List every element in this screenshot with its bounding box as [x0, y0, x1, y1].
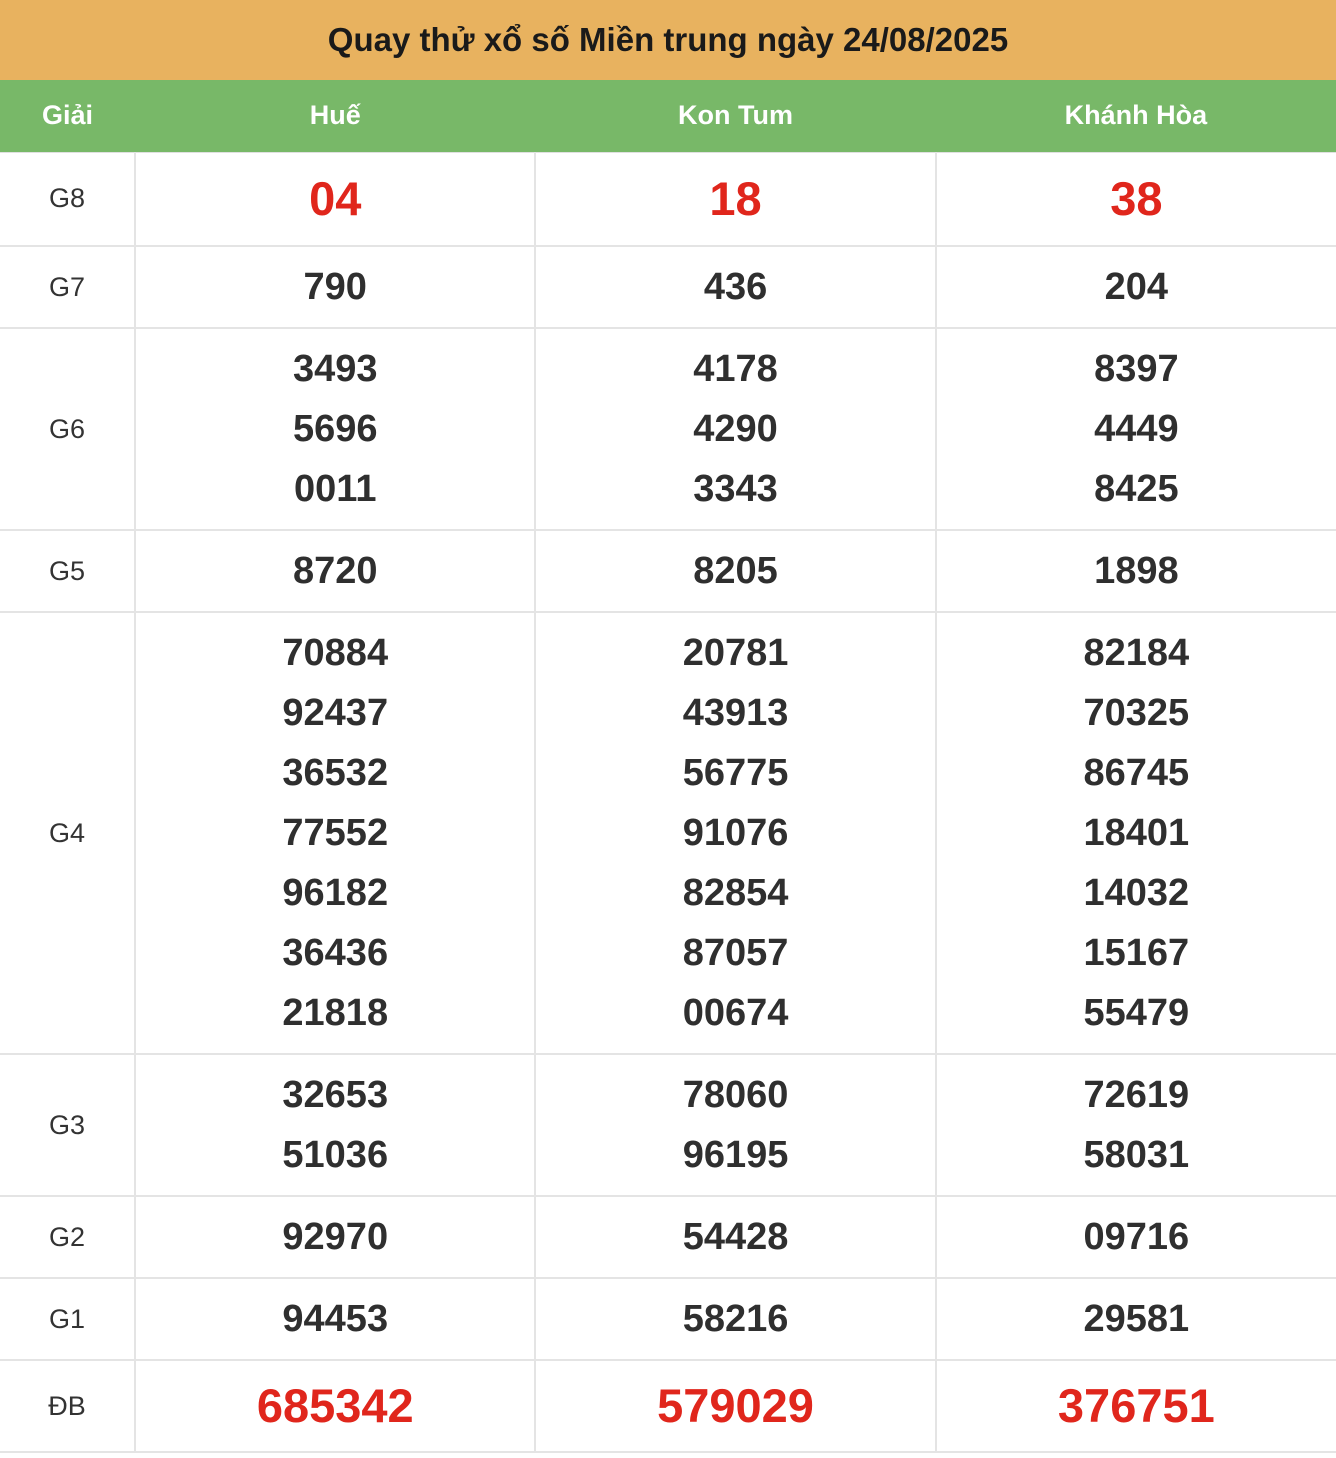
result-number: 38: [1110, 171, 1163, 225]
result-number: 18: [709, 171, 762, 225]
prize-label: G5: [0, 530, 135, 612]
result-number: 82854: [682, 872, 789, 914]
page-title: Quay thử xổ số Miền trung ngày 24/08/2025: [0, 0, 1336, 80]
result-number: 0011: [294, 468, 377, 510]
table-row-g3: [0, 1054, 1336, 1196]
result-number: 32653: [282, 1074, 389, 1116]
prize-label: G1: [0, 1278, 135, 1360]
result-cell: [135, 328, 535, 530]
table-row-g7: [0, 246, 1336, 328]
result-number: 72619: [1083, 1074, 1190, 1116]
table-row-g6: [0, 328, 1336, 530]
table-row-g2: [0, 1196, 1336, 1278]
result-cell: [936, 328, 1336, 530]
result-number: 790: [303, 266, 367, 308]
result-number: 96182: [282, 872, 389, 914]
result-number: 43913: [682, 692, 789, 734]
prize-label: G4: [0, 612, 135, 1054]
result-cell: [535, 1278, 935, 1360]
result-number: 82184: [1083, 632, 1190, 674]
result-number: 18401: [1083, 812, 1190, 854]
result-number: 8397: [1094, 348, 1179, 390]
result-number: 8205: [693, 550, 778, 592]
special-prize-number: 376751: [1057, 1379, 1215, 1432]
result-cell: [535, 612, 935, 1054]
header-province-khanh-hoa: Khánh Hòa: [936, 80, 1336, 152]
table-row-special: [0, 1360, 1336, 1452]
result-number: 09716: [1083, 1216, 1190, 1258]
result-number: 204: [1104, 266, 1169, 308]
result-number: 58216: [682, 1298, 789, 1340]
header-prize: Giải: [0, 80, 135, 152]
result-number: 70325: [1083, 692, 1190, 734]
result-number: 4449: [1094, 408, 1179, 450]
result-cell: [135, 152, 535, 246]
result-number: 8425: [1094, 468, 1179, 510]
result-number: 20781: [682, 632, 789, 674]
result-cell: [135, 612, 535, 1054]
result-number: 00674: [682, 992, 789, 1034]
result-cell: [535, 152, 935, 246]
header-province-kon-tum: Kon Tum: [535, 80, 935, 152]
result-cell: [135, 530, 535, 612]
result-number: 4290: [693, 408, 778, 450]
result-number: 96195: [682, 1134, 789, 1176]
special-prize-number: 579029: [657, 1379, 814, 1432]
prize-label: G8: [0, 152, 135, 246]
result-number: 14032: [1083, 872, 1190, 914]
result-number: 36532: [282, 752, 389, 794]
result-cell: [936, 1196, 1336, 1278]
result-cell: [936, 1054, 1336, 1196]
table-row-g4: [0, 612, 1336, 1054]
prize-label: G2: [0, 1196, 135, 1278]
table-header-row: [0, 80, 1336, 152]
result-cell: [135, 1054, 535, 1196]
result-cell: [936, 152, 1336, 246]
result-number: 5696: [292, 408, 378, 450]
result-cell: [535, 246, 935, 328]
result-number: 92437: [282, 692, 389, 734]
result-number: 15167: [1083, 932, 1190, 974]
result-number: 78060: [682, 1074, 789, 1116]
result-number: 1898: [1094, 550, 1179, 592]
result-cell: [535, 1196, 935, 1278]
result-number: 54428: [682, 1216, 789, 1258]
result-number: 70884: [282, 632, 389, 674]
header-province-hue: Huế: [135, 80, 535, 152]
special-prize-number: 685342: [256, 1379, 414, 1432]
result-number: 29581: [1083, 1298, 1190, 1340]
result-number: 3343: [693, 468, 778, 510]
result-cell: [535, 1360, 935, 1452]
prize-label: G3: [0, 1054, 135, 1196]
result-number: 58031: [1083, 1134, 1190, 1176]
result-cell: [535, 1054, 935, 1196]
result-number: 21818: [282, 992, 389, 1034]
result-number: 3493: [292, 348, 378, 390]
result-cell: [135, 1196, 535, 1278]
result-cell: [535, 530, 935, 612]
result-cell: [936, 246, 1336, 328]
result-number: 55479: [1083, 992, 1190, 1034]
result-number: 92970: [282, 1216, 389, 1258]
result-cell: [936, 1360, 1336, 1452]
result-number: 4178: [693, 348, 778, 390]
result-cell: [936, 530, 1336, 612]
result-number: 36436: [282, 932, 389, 974]
result-number: 87057: [682, 932, 789, 974]
prize-label: G7: [0, 246, 135, 328]
result-cell: [936, 1278, 1336, 1360]
result-number: 56775: [682, 752, 789, 794]
table-row-g8: [0, 152, 1336, 246]
result-cell: [135, 1278, 535, 1360]
result-number: 91076: [682, 812, 789, 854]
result-cell: [135, 1360, 535, 1452]
result-number: 8720: [292, 550, 378, 592]
prize-label: ĐB: [0, 1360, 135, 1452]
table-row-g1: [0, 1278, 1336, 1360]
result-number: 94453: [282, 1298, 389, 1340]
results-table: [0, 80, 1336, 1453]
table-row-g5: [0, 530, 1336, 612]
result-cell: [135, 246, 535, 328]
result-number: 86745: [1083, 752, 1190, 794]
result-cell: [936, 612, 1336, 1054]
result-number: 436: [703, 266, 768, 308]
result-cell: [535, 328, 935, 530]
result-number: 04: [309, 171, 362, 225]
result-number: 77552: [282, 812, 389, 854]
prize-label: G6: [0, 328, 135, 530]
result-number: 51036: [282, 1134, 389, 1176]
